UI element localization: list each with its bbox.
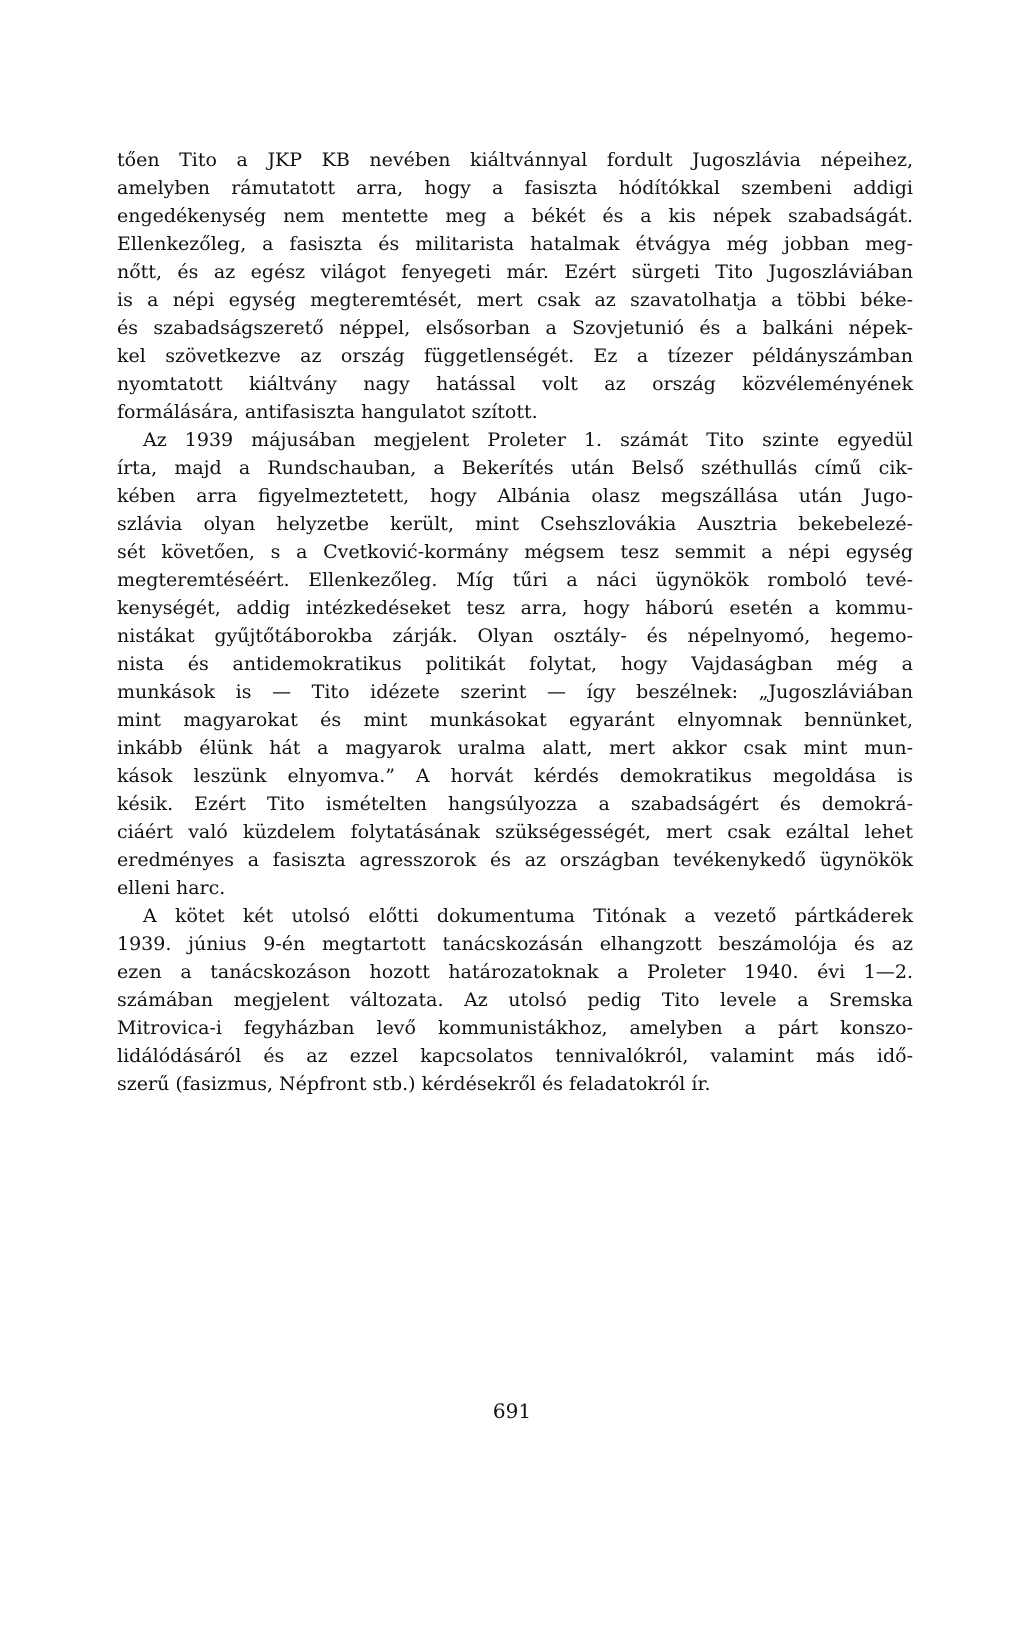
text-line: lidálódásáról és az ezzel kapcsolatos tennivalókról, valamint más idő- (117, 1045, 913, 1067)
text-line: és szabadságszerető néppel, elsősorban a Szovjetunió és a balkáni népek- (117, 317, 913, 339)
text-line: elleni harc. (117, 877, 226, 899)
text-line: ezen a tanácskozáson hozott határozatoknak a Proleter 1940. évi 1—2. (117, 961, 913, 983)
page-number: 691 (492, 1399, 532, 1423)
text-line: megteremtéséért. Ellenkezőleg. Míg tűri a náci ügynökök romboló tevé- (117, 569, 913, 591)
text-line: kében arra figyelmeztetett, hogy Albánia olasz megszállása után Jugo- (117, 485, 913, 507)
text-line: A kötet két utolsó előtti dokumentuma Titónak a vezető pártkáderek (143, 905, 913, 927)
text-line: engedékenység nem mentette meg a békét és a kis népek szabadságát. (117, 205, 913, 227)
text-line: kások leszünk elnyomva.” A horvát kérdés demokratikus megoldása is (117, 765, 913, 787)
text-line: Mitrovica-i fegyházban levő kommunistákhoz, amelyben a párt konszo- (117, 1017, 913, 1039)
text-line: tően Tito a JKP KB nevében kiáltvánnyal fordult Jugoszlávia népeihez, (117, 149, 913, 171)
text-line: nyomtatott kiáltvány nagy hatással volt az ország közvéleményének (117, 373, 913, 395)
text-line: Ellenkezőleg, a fasiszta és militarista hatalmak étvágya még jobban meg- (117, 233, 913, 255)
text-line: inkább élünk hát a magyarok uralma alatt, mert akkor csak mint mun- (117, 737, 913, 759)
text-line: kel szövetkezve az ország függetlenségét. Ez a tízezer példányszámban (117, 345, 913, 367)
text-line: nistákat gyűjtőtáborokba zárják. Olyan osztály- és népelnyomó, hegemo- (117, 625, 913, 647)
text-line: írta, majd a Rundschauban, a Bekerítés után Belső széthullás című cik- (117, 457, 913, 479)
text-line: számában megjelent változata. Az utolsó pedig Tito levele a Sremska (117, 989, 913, 1011)
text-line: nista és antidemokratikus politikát folytat, hogy Vajdaságban még a (117, 653, 913, 675)
text-line: mint magyarokat és mint munkásokat egyaránt elnyomnak bennünket, (117, 709, 913, 731)
text-line: szlávia olyan helyzetbe került, mint Csehszlovákia Ausztria bekebelezé- (117, 513, 913, 535)
text-line: formálására, antifasiszta hangulatot szított. (117, 401, 538, 423)
text-line: ciáért való küzdelem folytatásának szükségességét, mert csak ezáltal lehet (117, 821, 913, 843)
text-line: munkások is — Tito idézete szerint — így beszélnek: „Jugoszláviában (117, 681, 913, 703)
text-line: is a népi egység megteremtését, mert csak az szavatolhatja a többi béke- (117, 289, 913, 311)
text-line: nőtt, és az egész világot fenyegeti már. Ezért sürgeti Tito Jugoszláviában (117, 261, 913, 283)
text-line: Az 1939 májusában megjelent Proleter 1. számát Tito szinte egyedül (143, 429, 913, 451)
text-line: eredményes a fasiszta agresszorok és az országban tevékenykedő ügynökök (117, 849, 913, 871)
text-line: késik. Ezért Tito ismételten hangsúlyozza a szabadságért és demokrá- (117, 793, 913, 815)
text-line: sét követően, s a Cvetković-kormány mégsem tesz semmit a népi egység (117, 541, 913, 563)
body-text (117, 146, 913, 1098)
text-line: 1939. június 9-én megtartott tanácskozásán elhangzott beszámolója és az (117, 933, 913, 955)
text-line: szerű (fasizmus, Népfront stb.) kérdésekről és feladatokról ír. (117, 1073, 711, 1095)
text-line: kenységét, addig intézkedéseket tesz arra, hogy háború esetén a kommu- (117, 597, 913, 619)
text-line: amelyben rámutatott arra, hogy a fasiszta hódítókkal szembeni addigi (117, 177, 913, 199)
